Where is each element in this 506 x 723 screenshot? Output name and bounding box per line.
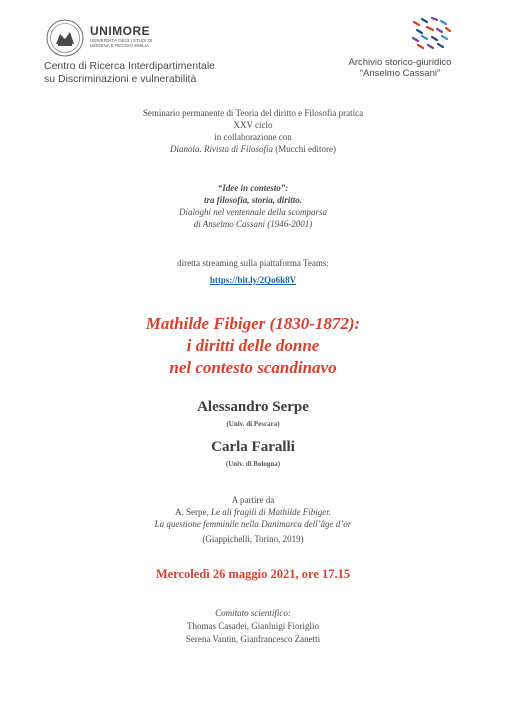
- cycle-line: XXV ciclo: [233, 120, 273, 130]
- book-publisher: (Giappichelli, Torino, 2019): [202, 534, 304, 544]
- archive-name: [330, 57, 470, 79]
- streaming-link-row: [0, 270, 506, 288]
- committee-members-1: Thomas Casadei, Gianluigi Fioriglio: [187, 621, 319, 631]
- university-subtitle: UNIVERSITÀ DEGLI STUDI DI MODENA E REGGIO EMILIA: [90, 38, 153, 48]
- series-dedication: di Anselmo Cassani (1946-2001): [193, 219, 313, 229]
- book-author-title: [0, 507, 506, 518]
- journal-publisher: (Mucchi editore): [273, 144, 336, 154]
- seminar-line: Seminario permanente di Teoria del diritto e Filosofia pratica: [142, 108, 364, 118]
- collaboration-line: in collaborazione con: [214, 132, 292, 142]
- journal-line: [0, 144, 506, 155]
- speaker-name: Alessandro Serpe: [197, 399, 309, 415]
- speaker-affiliation: (Univ. di Bologna): [225, 460, 281, 468]
- book-title: Le ali fragili di Mathilde Fibiger.: [211, 507, 331, 517]
- speaker-affiliation: (Univ. di Pescara): [226, 420, 280, 428]
- event-title-line-2: i diritti delle donne: [186, 336, 320, 355]
- university-name: UNIMORE: [90, 24, 151, 38]
- book-subtitle: La questione femminile nella Danimarca dell’âge d’or: [154, 519, 352, 529]
- streaming-label: diretta streaming sulla piattaforma Teams:: [177, 258, 329, 268]
- unimore-seal-logo: [44, 18, 86, 58]
- event-title-line-3: nel contesto scandinavo: [169, 358, 337, 377]
- series-dialogues: Dialoghi nel ventennale della scomparsa: [179, 207, 327, 217]
- event-title-line-1: Mathilde Fibiger (1830-1872):: [145, 314, 361, 333]
- journal-title: Dianoia. Rivista di Filosofia: [170, 144, 273, 154]
- archive-line-1: Archivio storico-giuridico: [348, 57, 452, 68]
- series-subtitle: tra filosofia, storia, diritto.: [203, 195, 302, 205]
- speaker-name: Carla Faralli: [211, 439, 295, 455]
- event-date: Mercoledì 26 maggio 2021, ore 17.15: [155, 567, 351, 581]
- archive-birds-logo: [408, 14, 454, 54]
- research-center: [44, 60, 215, 86]
- committee-members-2: Serena Vantin, Gianfrancesco Zanetti: [185, 634, 321, 644]
- research-center-line-1: Centro di Ricerca Interdipartimentale: [44, 60, 215, 72]
- series-title: “Idee in contesto”:: [217, 183, 289, 193]
- teams-link[interactable]: https://bit.ly/2Qo6k8V: [209, 275, 297, 285]
- research-center-line-2: su Discriminazioni e vulnerabilità: [44, 73, 197, 85]
- committee-label: Comitato scientifico:: [215, 608, 291, 618]
- book-author: A. Serpe,: [175, 507, 211, 517]
- book-intro: A partire da: [231, 495, 275, 505]
- archive-line-2: “Anselmo Cassani”: [359, 68, 441, 79]
